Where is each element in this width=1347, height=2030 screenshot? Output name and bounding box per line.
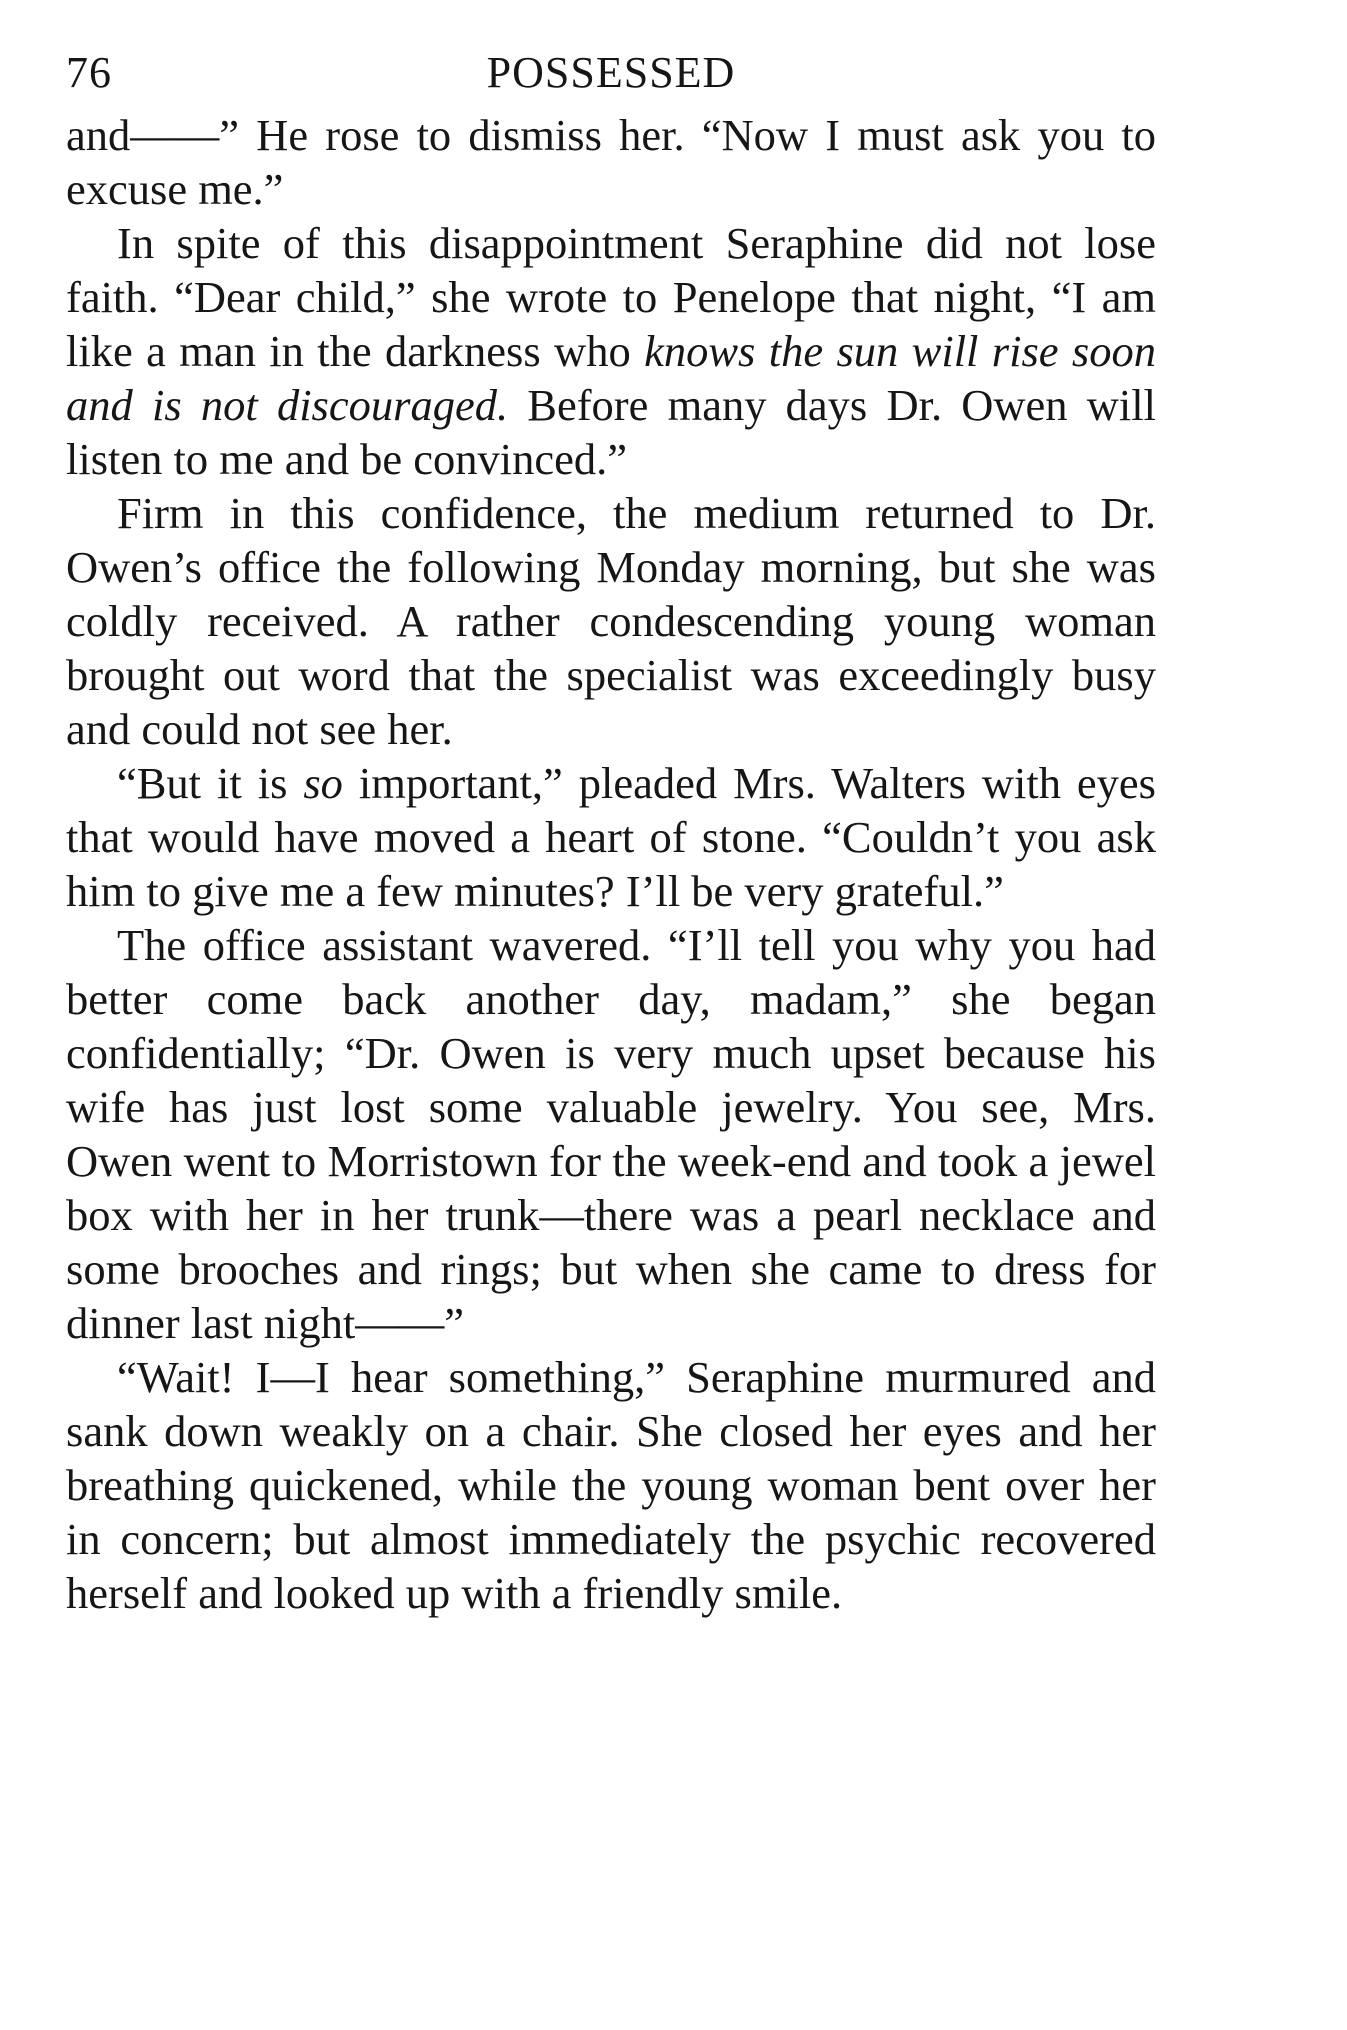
paragraph bbox=[66, 1350, 1156, 1620]
italic-segment: so bbox=[303, 758, 343, 808]
text-segment: and——” He rose to dismiss her. “Now I must ask you to excuse me.” bbox=[66, 110, 1156, 214]
page-number: 76 bbox=[66, 48, 112, 97]
italic-segment: knows the sun will rise soon and is not discouraged. bbox=[66, 326, 1156, 430]
text-segment: The office assistant wavered. “I’ll tell you why you had better come back another day, madam,” she began confidentially; “Dr. Owen is very much upset because his wife has just lost some valuable jewelry. You see, Mrs. Owen went to Morristown for the week-end and took a jewel box with her in her trunk—there was a pearl necklace and some brooches and rings; but when she came to dress for dinner last night——” bbox=[66, 920, 1156, 1348]
body-text bbox=[66, 108, 1156, 1620]
paragraph bbox=[66, 216, 1156, 486]
paragraph bbox=[66, 918, 1156, 1350]
text-segment: important,” pleaded Mrs. Walters with eyes that would have moved a heart of stone. “Couldn’t you ask him to give me a few minutes? I’ll be very grateful.” bbox=[66, 758, 1156, 916]
paragraph bbox=[66, 756, 1156, 918]
book-page bbox=[66, 38, 1156, 1620]
text-segment: “But it is bbox=[117, 758, 304, 808]
text-segment: Firm in this confidence, the medium returned to Dr. Owen’s office the following Monday morning, but she was coldly received. A rather condescending young woman brought out word that the specialist was exceedingly busy and could not see her. bbox=[66, 488, 1156, 754]
running-title: POSSESSED bbox=[486, 48, 736, 97]
paragraph bbox=[66, 486, 1156, 756]
text-segment: In spite of this disappointment Seraphine did not lose faith. “Dear child,” she wrote to Penelope that night, “I am like a man in the darkness who bbox=[66, 218, 1156, 376]
text-segment: “Wait! I—I hear something,” Seraphine murmured and sank down weakly on a chair. She closed her eyes and her breathing quickened, while the young woman bent over her in concern; but almost immediately the psychic recovered herself and looked up with a friendly smile. bbox=[66, 1352, 1156, 1618]
text-segment: Before many days Dr. Owen will listen to me and be convinced.” bbox=[66, 380, 1157, 484]
paragraph bbox=[66, 108, 1156, 216]
page-header bbox=[66, 38, 1156, 108]
